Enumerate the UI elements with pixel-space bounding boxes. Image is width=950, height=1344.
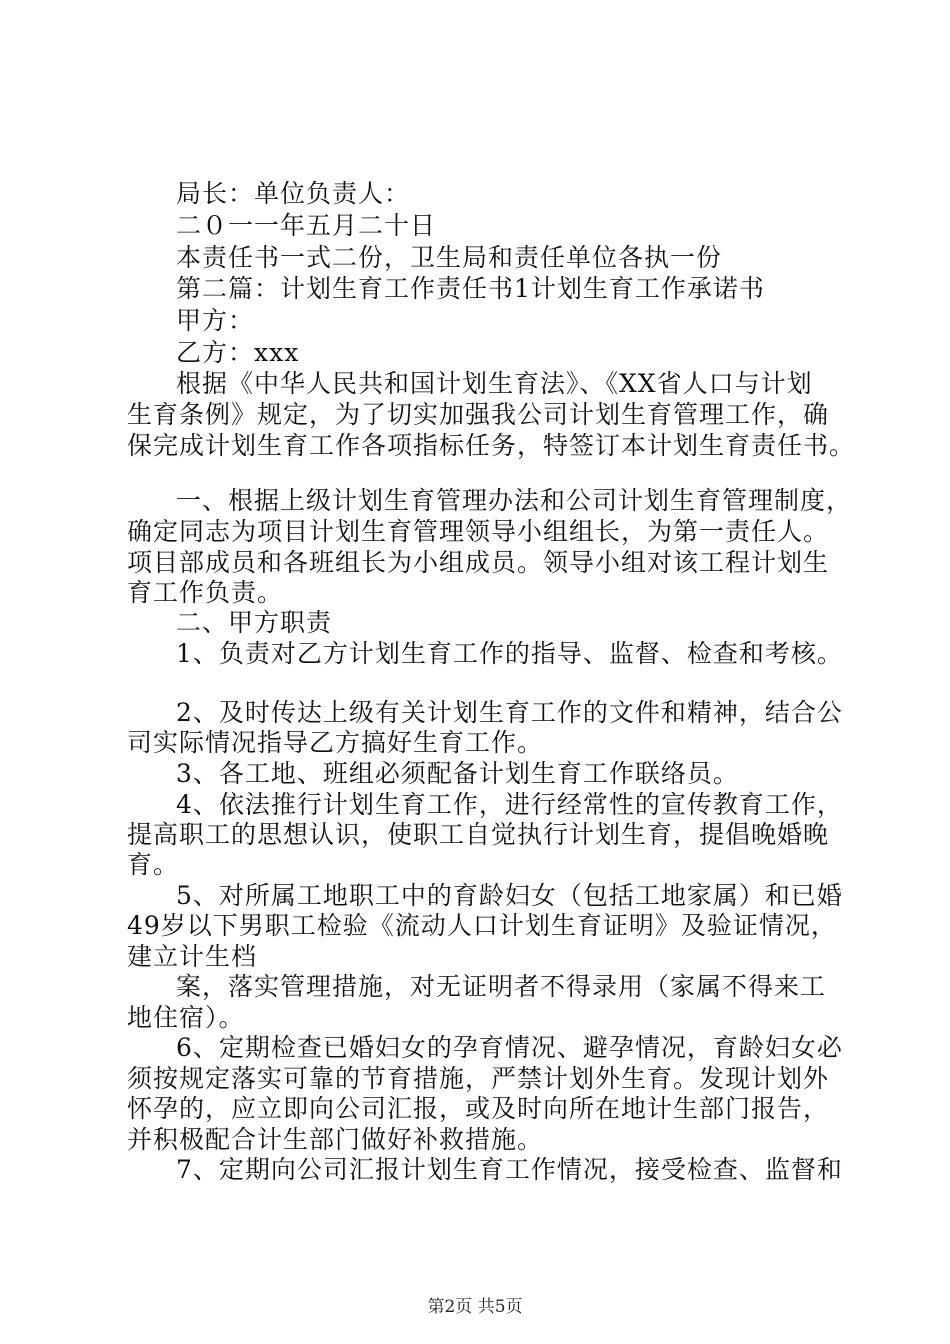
text-line: 并积极配合计生部门做好补救措施。 (127, 1125, 544, 1154)
text-line: 1、负责对乙方计划生育工作的指导、监督、检查和考核。 (176, 639, 843, 668)
text-line: 3、各工地、班组必须配备计划生育工作联络员。 (176, 759, 739, 788)
text-line: 确定同志为项目计划生育管理领导小组组长，为第一责任人。 (127, 517, 830, 546)
text-line: 7、定期向公司汇报计划生育工作情况，接受检查、监督和 (176, 1155, 843, 1184)
text-line: 怀孕的，应立即向公司汇报，或及时向所在地计生部门报告， (127, 1094, 830, 1123)
text-line: 甲方： (176, 306, 255, 335)
text-line: 建立计生档 (127, 942, 258, 971)
page-number: 第2页 共5页 (427, 1297, 523, 1317)
text-line: 提高职工的思想认识，使职工自觉执行计划生育，提倡晚婚晚 (127, 820, 830, 849)
text-line: 项目部成员和各班组长为小组成员。领导小组对该工程计划生 (127, 548, 830, 577)
text-line: 局长：单位负责人： (176, 179, 411, 208)
text-line: 保完成计划生育工作各项指标任务，特签订本计划生育责任书。 (127, 431, 856, 460)
text-line: 司实际情况指导乙方搞好生育工作。 (127, 728, 544, 757)
text-line: 本责任书一式二份，卫生局和责任单位各执一份 (176, 243, 723, 272)
section-heading: 二、甲方职责 (176, 608, 333, 637)
text-line: 2、及时传达上级有关计划生育工作的文件和精神，结合公 (176, 698, 843, 727)
text-line: 49岁以下男职工检验《流动人口计划生育证明》及验证情况， (127, 911, 837, 940)
text-line: 育工作负责。 (127, 578, 284, 607)
text-line: 5、对所属工地职工中的育龄妇女（包括工地家属）和已婚 (176, 881, 843, 910)
text-line: 育。 (127, 850, 180, 879)
text-line: 6、定期检查已婚妇女的孕育情况、避孕情况，育龄妇女必 (176, 1033, 843, 1062)
text-line: 须按规定落实可靠的节育措施，严禁计划外生育。发现计划外 (127, 1064, 830, 1093)
text-line: 4、依法推行计划生育工作，进行经常性的宣传教育工作， (176, 790, 843, 819)
text-line: 根据《中华人民共和国计划生育法》、《XX省人口与计划 (176, 369, 813, 398)
text-line: 二０一一年五月二十日 (176, 211, 437, 240)
text-line: 地住宿）。 (127, 1003, 245, 1032)
text-line: 生育条例》规定，为了切实加强我公司计划生育管理工作，确 (127, 400, 830, 429)
text-line: 乙方：xxx (176, 338, 300, 367)
text-line: 第二篇：计划生育工作责任书1计划生育工作承诺书 (176, 274, 765, 303)
text-line: 案，落实管理措施，对无证明者不得录用（家属不得来工 (176, 972, 827, 1001)
text-line: 一、根据上级计划生育管理办法和公司计划生育管理制度， (176, 486, 853, 515)
